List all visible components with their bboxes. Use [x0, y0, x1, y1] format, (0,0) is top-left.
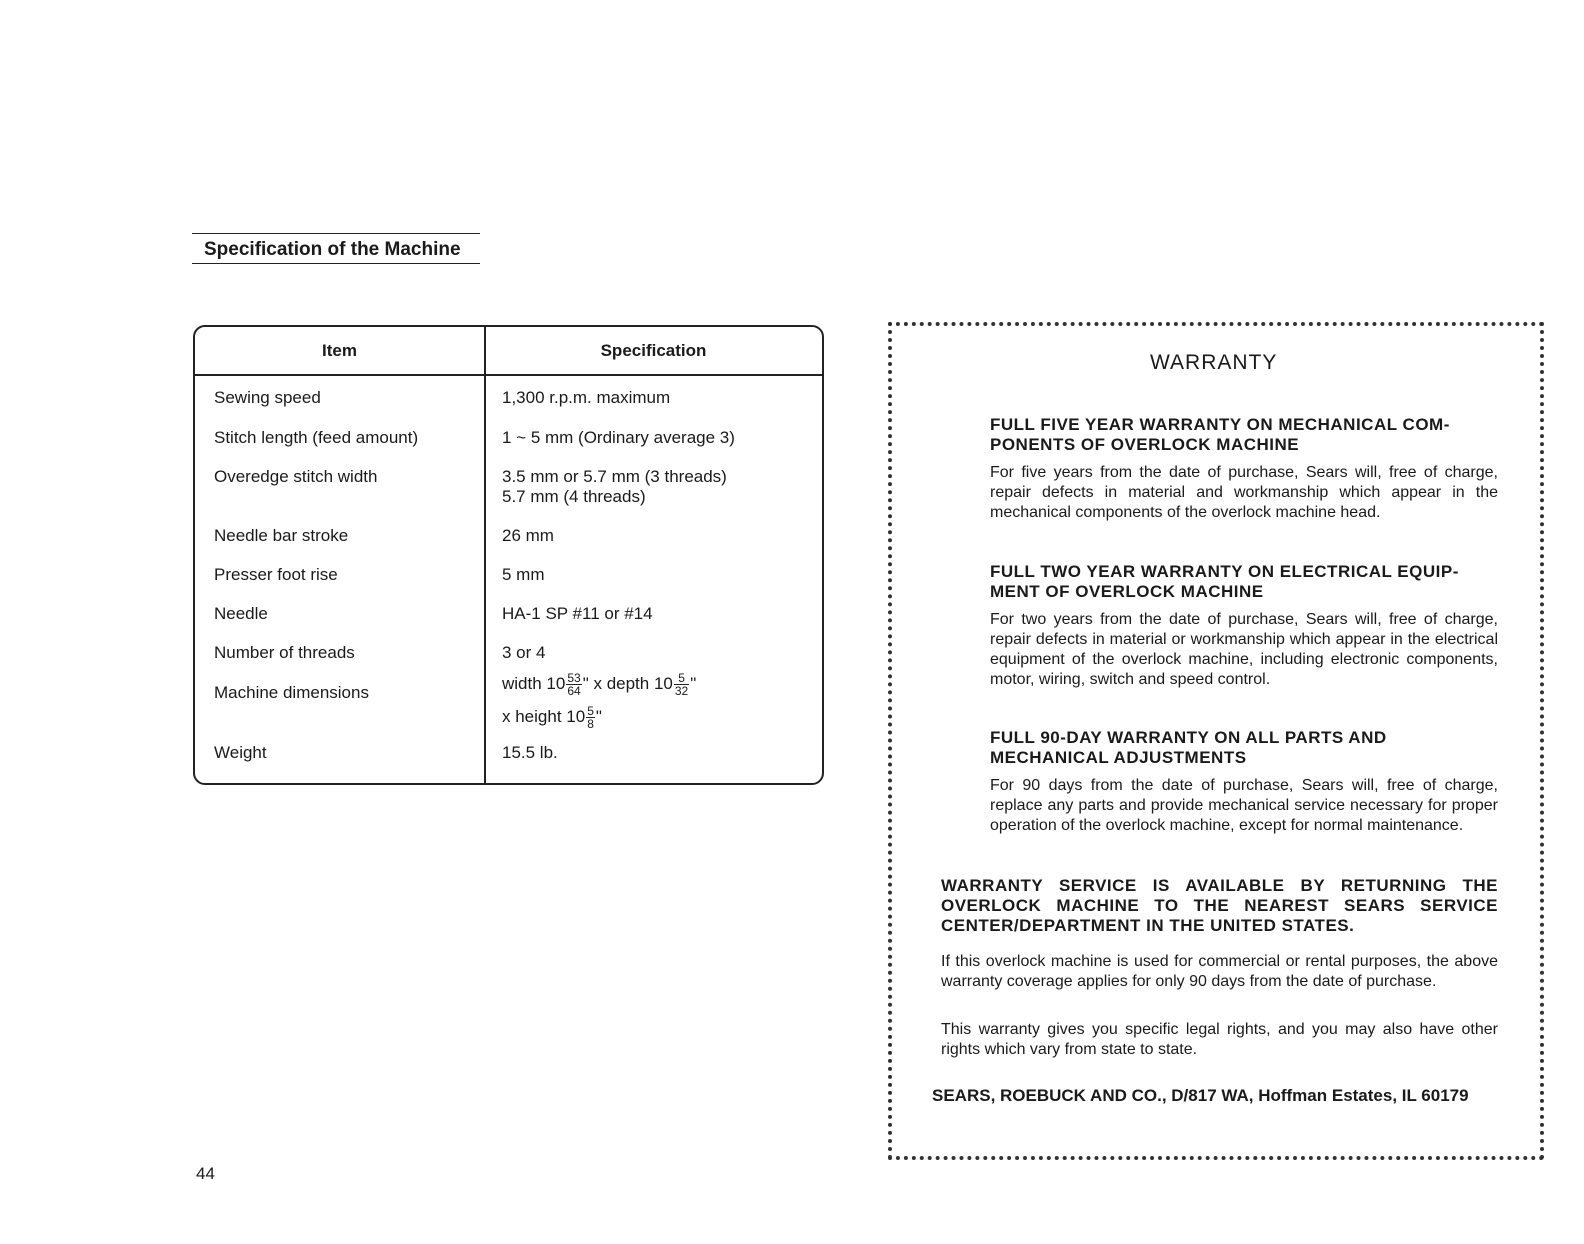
- warranty-title: WARRANTY: [1150, 351, 1278, 374]
- row-value: 1,300 r.p.m. maximum: [502, 388, 671, 407]
- width-numerator: 53: [567, 671, 581, 685]
- legal-rights: This warranty gives you specific legal rights, and you may also have other rights which vary from state to state.: [941, 1021, 1498, 1058]
- row-item: Needle bar stroke: [214, 526, 349, 545]
- page-number: 44: [196, 1164, 215, 1183]
- row-value: 15.5 lb.: [502, 743, 558, 762]
- row-item: Machine dimensions: [214, 683, 369, 702]
- row-value: 5 mm: [502, 565, 545, 584]
- section-heading-line: FULL TWO YEAR WARRANTY ON ELECTRICAL EQUIP-: [990, 562, 1459, 581]
- section-body: For five years from the date of purchase, Sears will, free of charge, repair defects in material and workmanship which appear in the mechanical components of the overlock machine head.: [990, 464, 1498, 521]
- dimensions-line2: [502, 705, 602, 730]
- row-value: HA-1 SP #11 or #14: [502, 604, 653, 623]
- section-heading-line: FULL 90-DAY WARRANTY ON ALL PARTS AND: [990, 728, 1387, 747]
- row-item: Weight: [214, 743, 267, 762]
- depth-numerator: 5: [674, 672, 689, 685]
- row-value-line2: 5.7 mm (4 threads): [502, 487, 646, 506]
- height-unit: ": [595, 706, 602, 726]
- depth-denominator: 32: [674, 684, 689, 698]
- height-denominator: 8: [587, 717, 594, 731]
- section-heading-line: PONENTS OF OVERLOCK MACHINE: [990, 435, 1300, 454]
- commercial-note: If this overlock machine is used for commercial or rental purposes, the above warranty coverage applies for only 90 days from the date of purchase.: [941, 953, 1498, 990]
- warranty-border: [888, 322, 1544, 1160]
- row-value: 1 ~ 5 mm (Ordinary average 3): [502, 428, 735, 447]
- depth-fraction: [674, 672, 689, 697]
- section-heading-line: MECHANICAL ADJUSTMENTS: [990, 748, 1247, 767]
- row-item: Stitch length (feed amount): [214, 428, 419, 447]
- row-value: 3 or 4: [502, 643, 546, 662]
- width-denominator: 64: [567, 684, 581, 698]
- row-value: 3.5 mm or 5.7 mm (3 threads): [502, 467, 727, 486]
- warranty-footer: SEARS, ROEBUCK AND CO., D/817 WA, Hoffman Estates, IL 60179: [932, 1086, 1469, 1105]
- table-divider: [484, 327, 486, 783]
- row-item: Number of threads: [214, 643, 355, 662]
- width-unit: ": [582, 673, 589, 693]
- width-fraction: [566, 672, 581, 697]
- section-heading-line: FULL FIVE YEAR WARRANTY ON MECHANICAL COM-: [990, 415, 1450, 434]
- depth-label: x depth 10: [593, 673, 673, 693]
- section-heading-line: MENT OF OVERLOCK MACHINE: [990, 582, 1264, 601]
- row-item: Overedge stitch width: [214, 467, 378, 486]
- section-body: For two years from the date of purchase, Sears will, free of charge, repair defects in material or workmanship which appear in the electrical equipment of the overlock machine, including electronic components, motor, wiring, switch and speed control.: [990, 611, 1498, 688]
- spec-table: [193, 325, 824, 785]
- header-item: Item: [322, 341, 357, 360]
- row-value: 26 mm: [502, 526, 554, 545]
- spec-title: Specification of the Machine: [192, 233, 480, 264]
- table-header-divider: [195, 374, 822, 376]
- header-specification: Specification: [600, 341, 707, 360]
- height-fraction: [586, 705, 595, 730]
- depth-unit: ": [690, 673, 697, 693]
- row-item: Sewing speed: [214, 388, 321, 407]
- height-label: x height 10: [502, 706, 586, 726]
- dimensions-line1: [502, 672, 696, 697]
- width-label: width 10: [502, 673, 566, 693]
- service-notice: WARRANTY SERVICE IS AVAILABLE BY RETURNING THE OVERLOCK MACHINE TO THE NEAREST SEARS SERVICE CENTER/DEPARTMENT IN THE UNITED STATES.: [941, 876, 1498, 935]
- height-numerator: 5: [587, 704, 594, 718]
- row-item: Needle: [214, 604, 268, 623]
- section-body: For 90 days from the date of purchase, Sears will, free of charge, replace any parts and provide mechanical service necessary for proper operation of the overlock machine, except for normal maintenance.: [990, 777, 1498, 834]
- row-item: Presser foot rise: [214, 565, 338, 584]
